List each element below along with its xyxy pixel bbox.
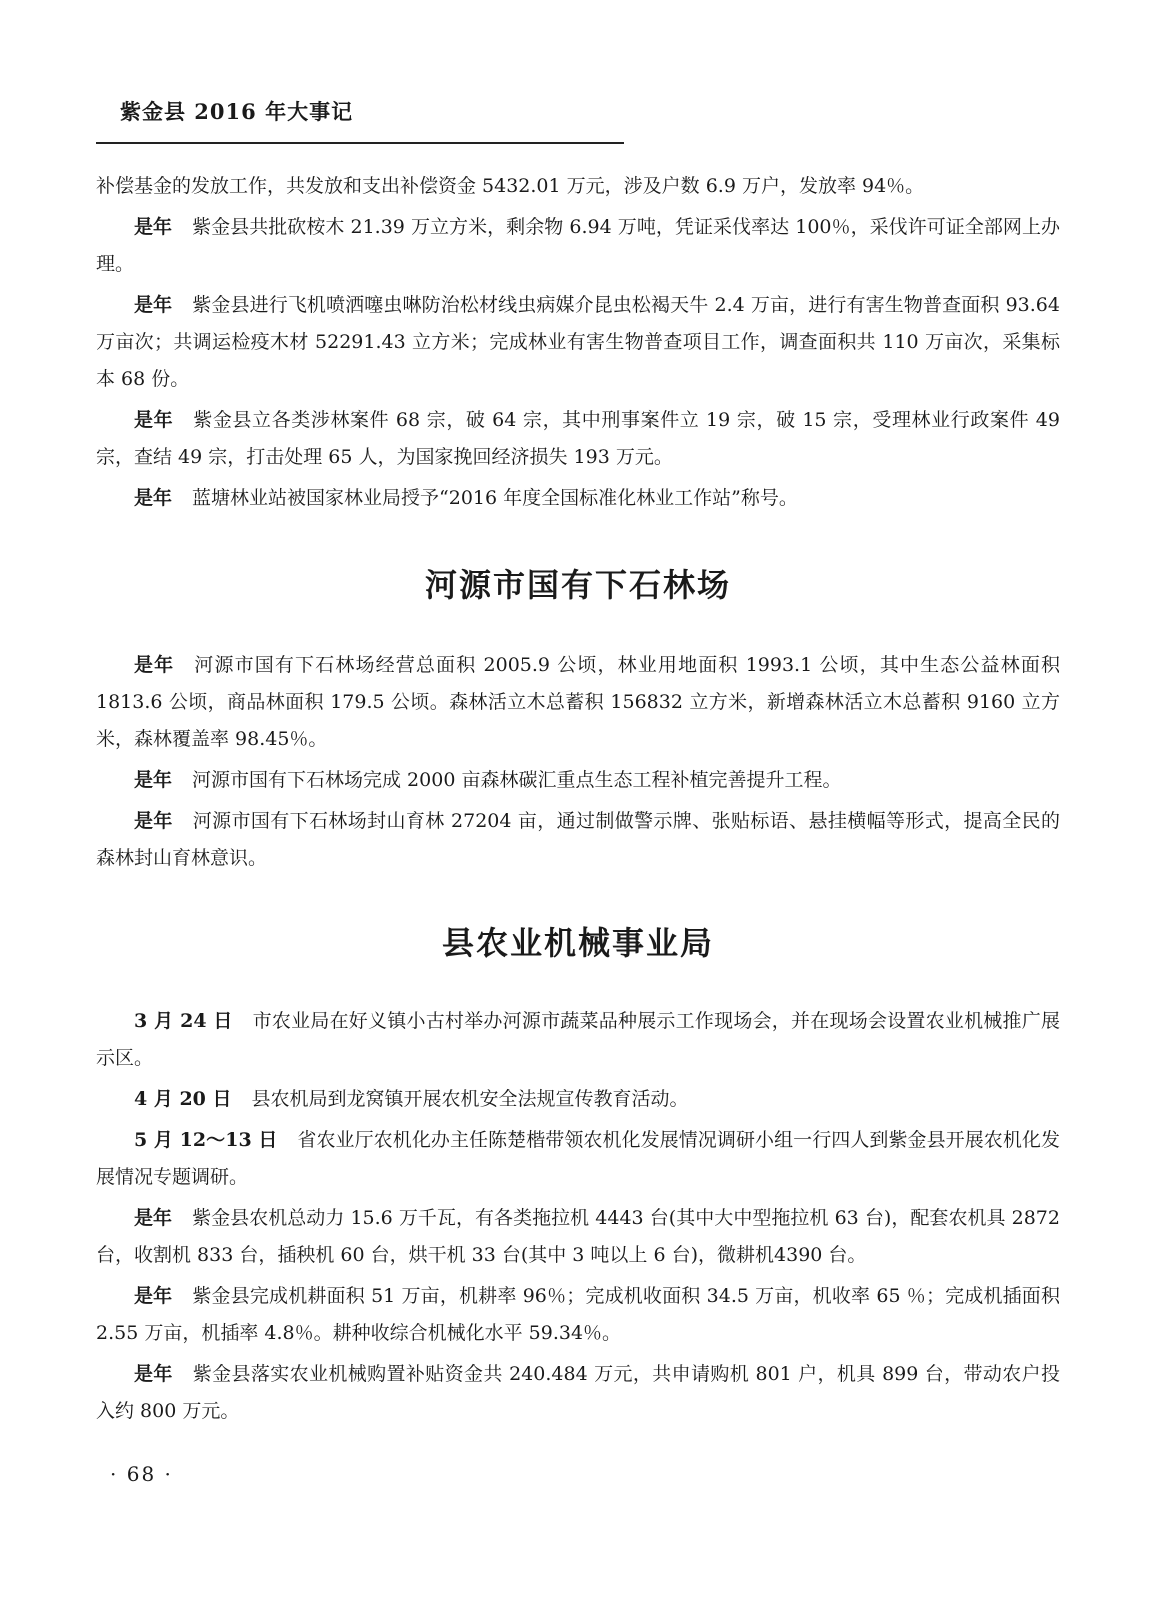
entry-text: 市农业局在好义镇小古村举办河源市蔬菜品种展示工作现场会，并在现场会设置农业机械推广展示区。	[96, 1010, 1060, 1069]
entry-text: 河源市国有下石林场经营总面积 2005.9 公顷，林业用地面积 1993.1 公顷，其中生态公益林面积 1813.6 公顷，商品林面积 179.5 公顷。森林活立木总蓄积 156832 立方米，新增森林活立木总蓄积 9160 立方米，森林覆盖率 98.45％。	[96, 654, 1060, 750]
entry-text: 省农业厅农机化办主任陈楚楷带领农机化发展情况调研小组一行四人到紫金县开展农机化发展情况专题调研。	[96, 1129, 1060, 1188]
header-rule	[96, 142, 624, 144]
entry-paragraph	[96, 1122, 1060, 1196]
entry-text: 紫金县共批砍桉木 21.39 万立方米，剩余物 6.94 万吨，凭证采伐率达 100％，采伐许可证全部网上办理。	[96, 216, 1060, 275]
entry-lead: 是年	[134, 810, 173, 832]
entry-paragraph	[96, 402, 1060, 476]
running-header: 紫金县 2016 年大事记	[120, 99, 354, 124]
entry-paragraph	[96, 803, 1060, 877]
entry-text: 紫金县进行飞机喷洒噻虫啉防治松材线虫病媒介昆虫松褐天牛 2.4 万亩，进行有害生物普查面积 93.64 万亩次；共调运检疫木材 52291.43 立方米；完成林业有害生物普查项目工作，调查面积共 110 万亩次，采集标本 68 份。	[96, 294, 1060, 390]
entry-lead: 3 月 24 日	[134, 1010, 233, 1032]
entry-paragraph	[96, 1200, 1060, 1274]
entry-text: 河源市国有下石林场完成 2000 亩森林碳汇重点生态工程补植完善提升工程。	[192, 769, 842, 791]
entry-paragraph	[96, 287, 1060, 398]
entry-lead: 是年	[134, 487, 173, 509]
section-title: 县农业机械事业局	[441, 924, 714, 962]
entry-text: 河源市国有下石林场封山育林 27204 亩，通过制做警示牌、张贴标语、悬挂横幅等形式，提高全民的森林封山育林意识。	[96, 810, 1060, 869]
page-content	[96, 168, 1060, 1434]
entry-text: 紫金县落实农业机械购置补贴资金共 240.484 万元，共申请购机 801 户，机具 899 台，带动农户投入约 800 万元。	[96, 1363, 1060, 1422]
entry-lead: 是年	[134, 654, 175, 676]
entry-paragraph	[96, 647, 1060, 758]
entry-lead: 是年	[134, 294, 173, 316]
entry-lead: 4 月 20 日	[134, 1088, 232, 1110]
entry-paragraph	[96, 209, 1060, 283]
entry-paragraph	[96, 1081, 1060, 1118]
entry-lead: 5 月 12～13 日	[134, 1129, 278, 1151]
entry-lead: 是年	[134, 216, 173, 238]
entry-text: 县农机局到龙窝镇开展农机安全法规宣传教育活动。	[251, 1088, 689, 1110]
entry-text: 紫金县立各类涉林案件 68 宗，破 64 宗，其中刑事案件立 19 宗，破 15 宗，受理林业行政案件 49 宗，查结 49 宗，打击处理 65 人，为国家挽回经济损失 193 万元。	[96, 409, 1060, 468]
entry-paragraph	[96, 1356, 1060, 1430]
entry-lead: 是年	[134, 769, 173, 791]
entry-lead: 是年	[134, 409, 174, 431]
entry-paragraph	[96, 762, 1060, 799]
entry-paragraph	[96, 480, 1060, 517]
section-title: 河源市国有下石林场	[424, 566, 731, 604]
entry-paragraph	[96, 1278, 1060, 1352]
page-number: · 68 ·	[110, 1462, 173, 1486]
entry-paragraph	[96, 1003, 1060, 1077]
entry-lead: 是年	[134, 1207, 173, 1229]
entry-text: 紫金县完成机耕面积 51 万亩，机耕率 96％；完成机收面积 34.5 万亩，机收率 65 ％；完成机插面积 2.55 万亩，机插率 4.8％。耕种收综合机械化水平 59.34％。	[96, 1285, 1060, 1344]
entry-lead: 是年	[134, 1363, 173, 1385]
entry-text: 蓝塘林业站被国家林业局授予“2016 年度全国标准化林业工作站”称号。	[192, 487, 798, 509]
entry-text: 紫金县农机总动力 15.6 万千瓦，有各类拖拉机 4443 台(其中大中型拖拉机 63 台)，配套农机具 2872 台，收割机 833 台，插秧机 60 台，烘干机 33 台(其中 3 吨以上 6 台)，微耕机4390 台。	[96, 1207, 1060, 1266]
continuation-paragraph: 补偿基金的发放工作，共发放和支出补偿资金 5432.01 万元，涉及户数 6.9 万户，发放率 94％。	[96, 175, 925, 197]
entry-lead: 是年	[134, 1285, 173, 1307]
